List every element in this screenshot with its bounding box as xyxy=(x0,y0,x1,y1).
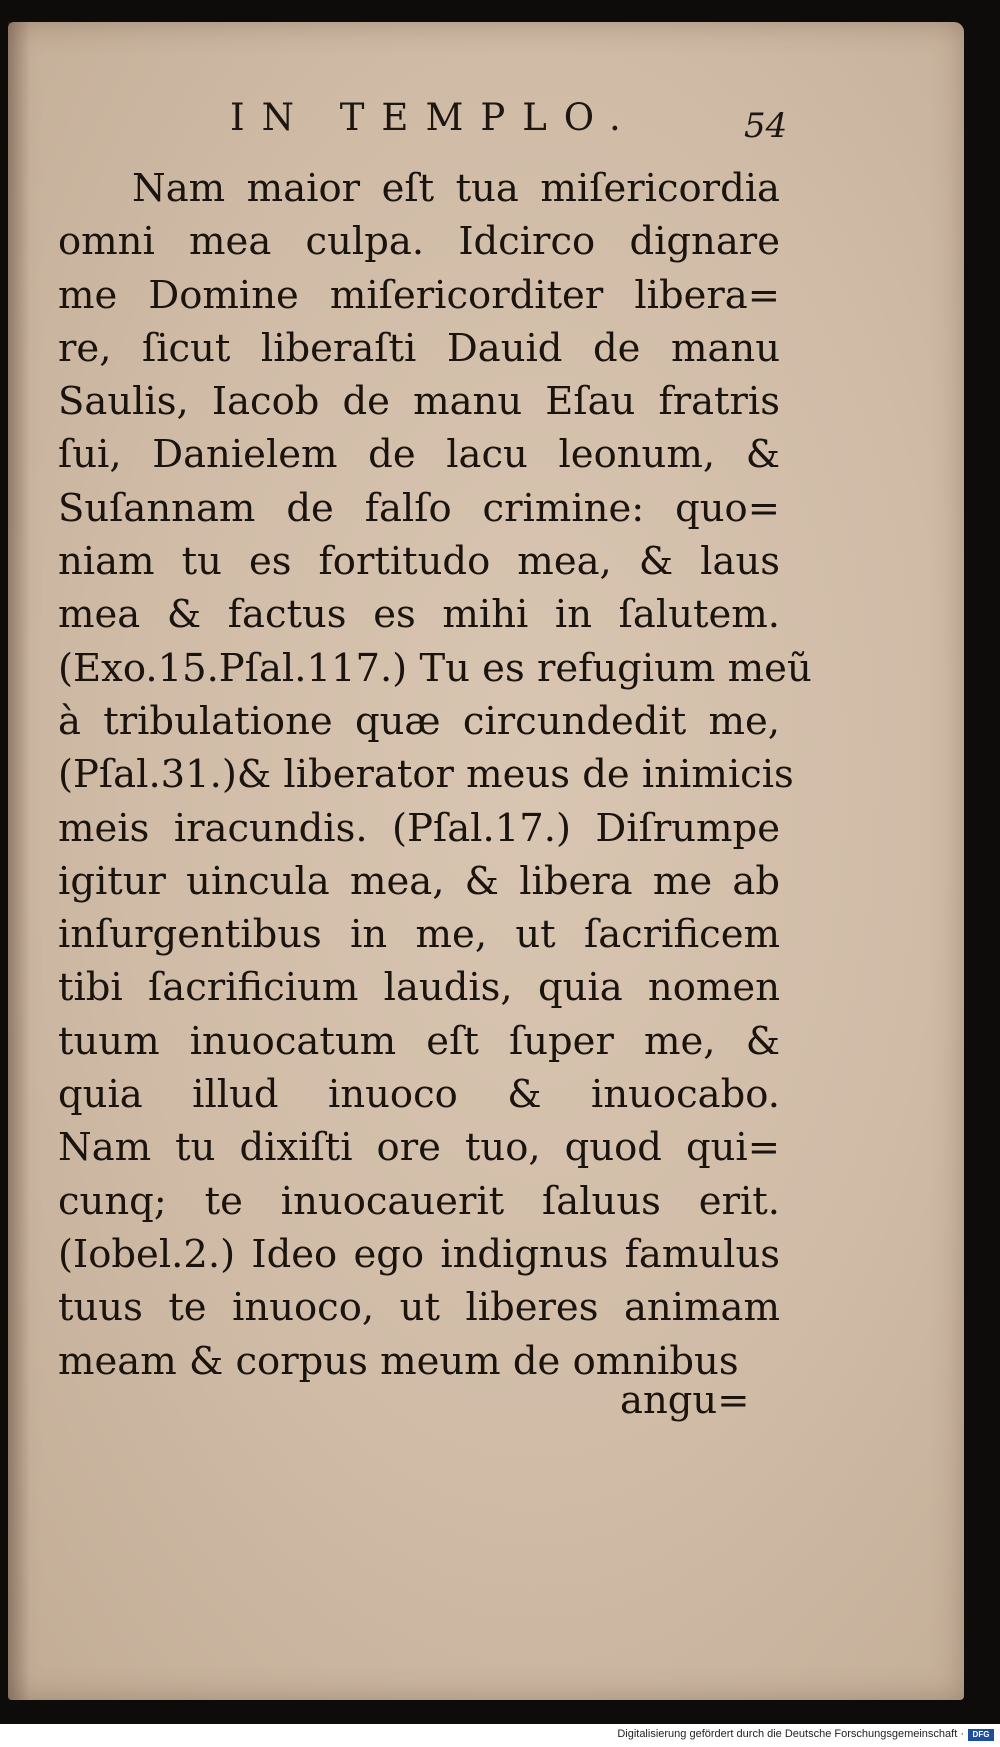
catchword: angu= xyxy=(620,1378,750,1423)
text-line: (Iobel.2.) Ideo ego indignus famulus xyxy=(58,1231,780,1277)
text-line: igitur uincula mea, & libera me ab xyxy=(58,858,780,904)
text-line: tuus te inuoco, ut liberes animam xyxy=(58,1285,780,1331)
text-line: tibi ſacrificium laudis, quia nomen xyxy=(58,965,780,1011)
running-head: IN TEMPLO. xyxy=(230,96,638,139)
text-line: ſui, Danielem de lacu leonum, & xyxy=(58,432,780,478)
text-line: Saulis, Iacob de manu Eſau fratris xyxy=(58,379,780,425)
text-block xyxy=(58,162,812,1388)
text-line: re, ſicut liberaſti Dauid de manu xyxy=(58,325,780,371)
text-line: Nam maior eſt tua miſericordia xyxy=(132,166,780,211)
footer-bar xyxy=(0,1724,1000,1747)
text-line: mea & factus es mihi in ſalutem. xyxy=(58,592,780,638)
text-line: (Exo.15.Pſal.117.) Tu es refugium meũ xyxy=(58,645,812,691)
text-line: niam tu es fortitudo mea, & laus xyxy=(58,539,780,585)
text-line: cunq; te inuocauerit ſaluus erit. xyxy=(58,1178,780,1224)
page-number: 54 xyxy=(744,106,788,146)
text-line: Suſannam de falſo crimine: quo= xyxy=(58,485,780,531)
text-line: meam & corpus meum de omnibus xyxy=(58,1338,739,1384)
text-line: me Domine miſericorditer libera= xyxy=(58,272,780,318)
text-line: quia illud inuoco & inuocabo. xyxy=(58,1072,780,1118)
text-line: à tribulatione quæ circundedit me, xyxy=(58,698,780,744)
text-line: omni mea culpa. Idcirco dignare xyxy=(58,219,780,265)
dfg-logo-icon: DFG xyxy=(968,1729,994,1741)
text-line: meis iracundis. (Pſal.17.) Diſrumpe xyxy=(58,805,780,851)
text-line: inſurgentibus in me, ut ſacrificem xyxy=(58,912,780,958)
text-line: (Pſal.31.)& liberator meus de inimicis xyxy=(58,752,794,798)
text-line: Nam tu dixiſti ore tuo, quod qui= xyxy=(58,1125,780,1171)
digitization-credit: Digitalisierung gefördert durch die Deutsche Forschungsgemeinschaft · xyxy=(617,1728,964,1740)
page-gutter-shadow xyxy=(8,22,30,1700)
text-line: tuum inuocatum eſt ſuper me, & xyxy=(58,1018,780,1064)
